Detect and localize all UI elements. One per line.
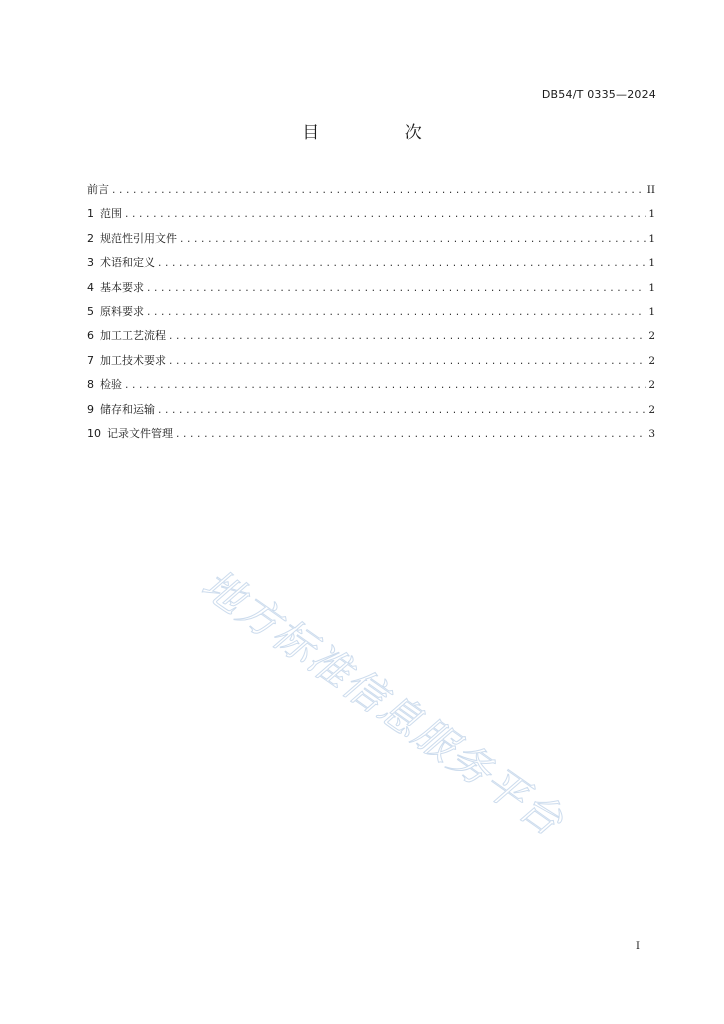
toc-entry-page: 1 xyxy=(648,281,655,294)
toc-entry-normative-references[interactable] xyxy=(87,227,655,251)
toc-entry-number: 4 xyxy=(87,280,94,294)
toc-entry-number: 2 xyxy=(87,231,94,245)
toc-entry-label: 原料要求 xyxy=(100,304,144,318)
toc-entry-scope[interactable] xyxy=(87,202,655,226)
toc-entry-number: 8 xyxy=(87,378,94,392)
standard-code: DB54/T 0335—2024 xyxy=(541,88,656,101)
dot-leader xyxy=(157,252,646,276)
toc-entry-page: 3 xyxy=(648,427,655,440)
toc-entry-number: 3 xyxy=(87,256,94,270)
toc-entry-number: 6 xyxy=(87,329,94,343)
toc-entry-label: 术语和定义 xyxy=(100,256,155,270)
toc-entry-foreword[interactable] xyxy=(87,178,655,202)
toc-entry-page: 2 xyxy=(648,379,655,392)
toc-entry-process-flow[interactable] xyxy=(87,324,655,348)
dot-leader xyxy=(157,399,646,423)
toc-entry-label: 前言 xyxy=(87,183,109,196)
table-of-contents xyxy=(87,178,655,446)
page-title: 目 次 xyxy=(302,123,462,143)
page-number: I xyxy=(636,941,640,952)
toc-entry-label: 加工工艺流程 xyxy=(100,329,166,343)
toc-entry-inspection[interactable] xyxy=(87,373,655,397)
toc-entry-label: 记录文件管理 xyxy=(107,426,173,440)
toc-entry-number: 10 xyxy=(87,426,101,440)
toc-entry-number: 1 xyxy=(87,207,94,221)
toc-entry-label: 范围 xyxy=(100,207,122,221)
toc-entry-terms-definitions[interactable] xyxy=(87,251,655,275)
toc-entry-page: 2 xyxy=(648,330,655,343)
toc-entry-basic-requirements[interactable] xyxy=(87,276,655,300)
dot-leader xyxy=(146,277,646,301)
dot-leader xyxy=(168,325,646,349)
toc-entry-page: 1 xyxy=(648,257,655,270)
dot-leader xyxy=(124,374,646,398)
dot-leader xyxy=(175,423,646,447)
toc-entry-page: 1 xyxy=(648,208,655,221)
toc-entry-raw-material-requirements[interactable] xyxy=(87,300,655,324)
toc-entry-records-management[interactable] xyxy=(87,422,655,446)
toc-entry-processing-technical-requirements[interactable] xyxy=(87,349,655,373)
toc-entry-storage-transport[interactable] xyxy=(87,398,655,422)
toc-entry-page: 1 xyxy=(648,305,655,318)
toc-entry-number: 9 xyxy=(87,402,94,416)
dot-leader xyxy=(146,301,646,325)
toc-entry-label: 基本要求 xyxy=(100,280,144,294)
toc-entry-label: 储存和运输 xyxy=(100,402,155,416)
watermark: 地方标准信息服务平台 xyxy=(193,559,573,846)
toc-entry-page: 1 xyxy=(648,232,655,245)
toc-entry-page: 2 xyxy=(648,354,655,367)
toc-entry-label: 检验 xyxy=(100,378,122,392)
toc-entry-number: 5 xyxy=(87,304,94,318)
toc-entry-number: 7 xyxy=(87,353,94,367)
dot-leader xyxy=(168,350,646,374)
toc-entry-page: 2 xyxy=(648,403,655,416)
toc-entry-page: II xyxy=(646,184,655,196)
toc-entry-label: 加工技术要求 xyxy=(100,353,166,367)
toc-entry-label: 规范性引用文件 xyxy=(100,231,177,245)
dot-leader xyxy=(179,228,646,252)
dot-leader xyxy=(124,203,646,227)
dot-leader xyxy=(111,179,645,203)
